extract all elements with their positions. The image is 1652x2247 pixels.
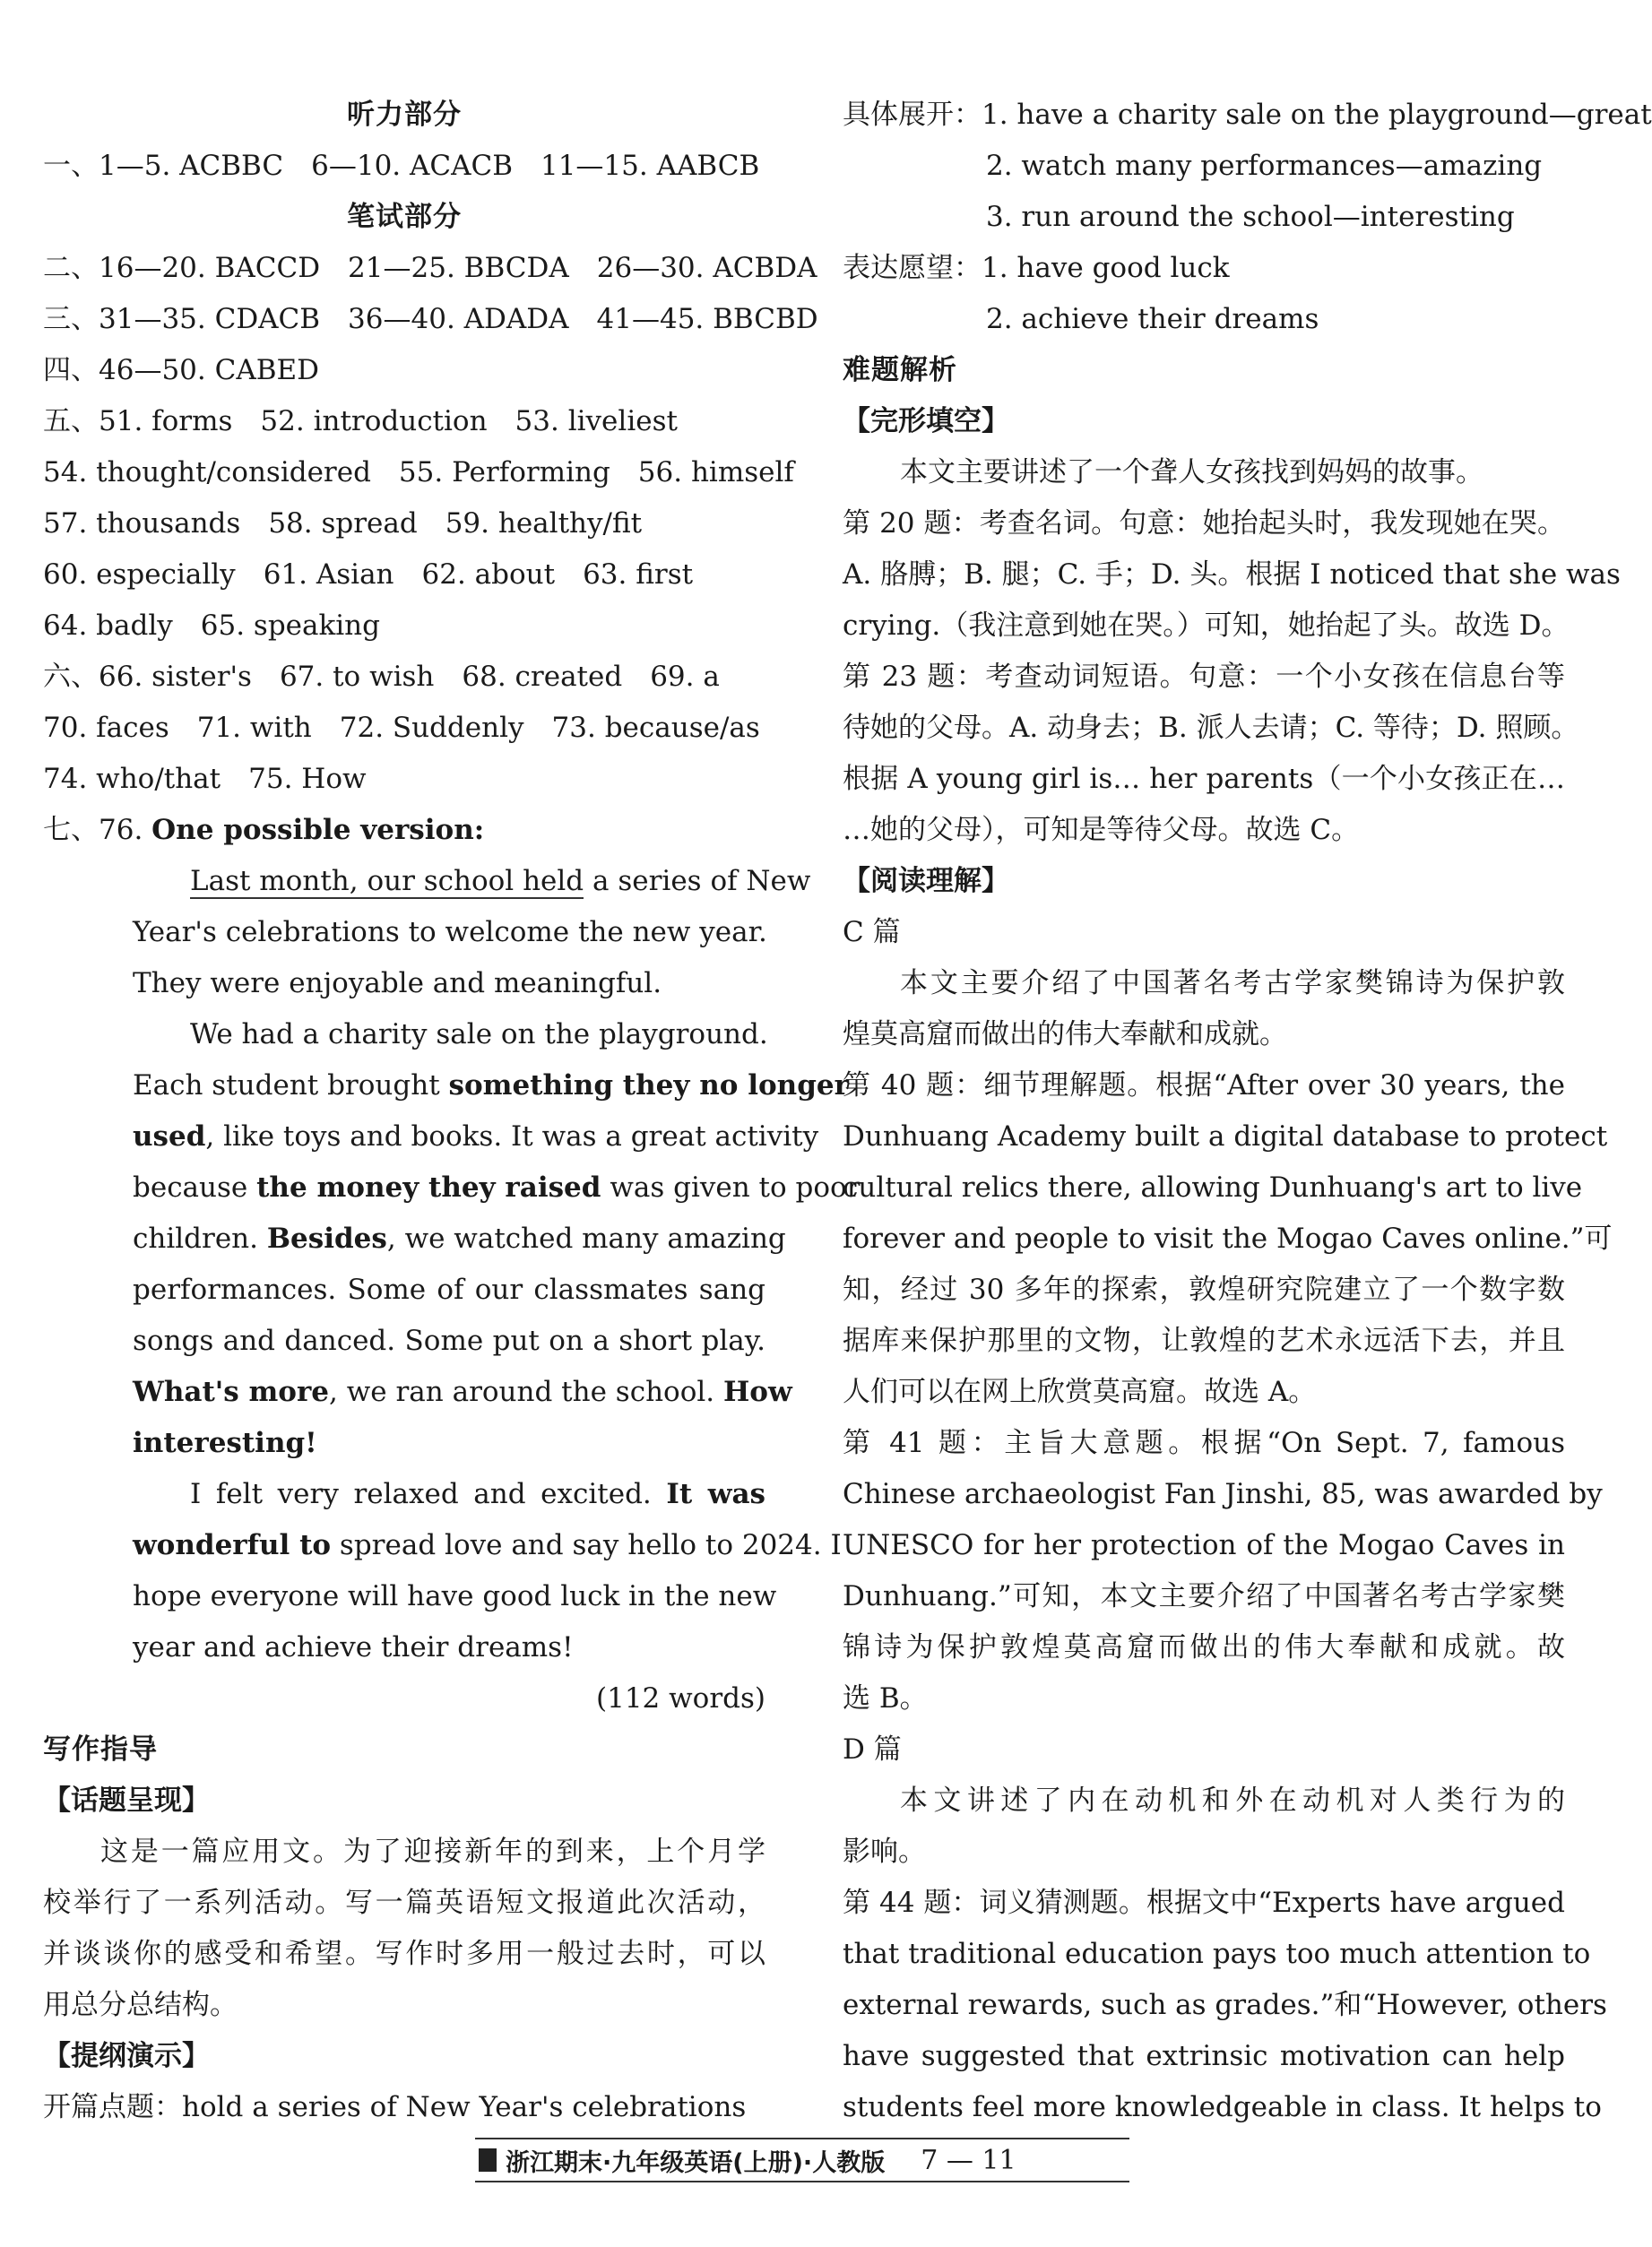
analysis-text: crying.（我注意到她在哭。）可知，她抬起了头。故选 D。: [843, 609, 1570, 642]
outline-line: [843, 243, 1565, 294]
essay-text: , like toys and books. It was a great activity: [205, 1120, 819, 1153]
analysis-text: cultural relics there, allowing Dunhuang's art to live: [843, 1171, 1583, 1204]
essay-line: [43, 1520, 842, 1571]
essay-highlight: Besides: [266, 1223, 387, 1255]
answer-line: 五、51. forms 52. introduction 53. liveliest: [43, 405, 678, 437]
answer-line: 三、31—35. CDACB 36—40. ADADA 41—45. BBCBD: [43, 303, 818, 335]
essay-line: year and achieve their dreams!: [133, 1631, 574, 1664]
analysis-text: 第 20 题：考查名词。句意：她抬起头时，我发现她在哭。: [843, 507, 1565, 540]
analysis-text: 第 44 题：词义猜测题。根据文中“Experts have argued: [843, 1887, 1565, 1919]
essay-highlight: How: [723, 1376, 792, 1408]
answer-line: 54. thought/considered 55. Performing 56. himself: [43, 456, 794, 488]
analysis-text: 锦诗为保护敦煌莫高窟而做出的伟大奉献和成就。故: [843, 1631, 1565, 1664]
analysis-title: 难题解析: [843, 354, 957, 386]
analysis-text: 人们可以在网上欣赏莫高窟。故选 A。: [843, 1376, 1317, 1408]
essay-line: They were enjoyable and meaningful.: [133, 967, 662, 999]
essay-line: [43, 1111, 819, 1162]
analysis-text: students feel more knowledgeable in class. It helps to: [843, 2091, 1602, 2123]
essay-text: , we watched many amazing: [386, 1223, 786, 1255]
analysis-text: Dunhuang Academy built a digital database to protect: [843, 1120, 1608, 1153]
essay-text: , we ran around the school.: [329, 1376, 723, 1408]
analysis-text: 本文主要介绍了中国著名考古学家樊锦诗为保护敦: [900, 967, 1565, 999]
analysis-text: that traditional education pays too much attention to: [843, 1938, 1591, 1970]
essay-highlight: What's more: [133, 1376, 330, 1408]
essay-line: [43, 1060, 849, 1111]
answer-line: 四、46—50. CABED: [43, 354, 319, 386]
essay-line: [43, 856, 811, 907]
analysis-text: forever and people to visit the Mogao Caves online.”可: [843, 1223, 1613, 1255]
outline-heading: 【提纲演示】: [43, 2040, 210, 2072]
outline-item: 1. have good luck: [982, 252, 1230, 284]
passage-label: D 篇: [843, 1733, 902, 1766]
analysis-text: A. 胳膊；B. 腿；C. 手；D. 头。根据 I noticed that she was: [843, 558, 1621, 591]
analysis-text: 选 B。: [843, 1682, 928, 1715]
writing-section-title: 笔试部分: [347, 201, 462, 233]
analysis-text: 本文主要讲述了一个聋人女孩找到妈妈的故事。: [900, 456, 1483, 488]
essay-highlight: wonderful to: [133, 1529, 332, 1561]
essay-text: was given to poor: [601, 1171, 861, 1204]
essay-text: because: [133, 1171, 257, 1204]
essay-highlight: the money they raised: [256, 1171, 601, 1204]
page-number: 7 — 11: [921, 2144, 1016, 2176]
topic-text: 校举行了一系列活动。写一篇英语短文报道此次活动，: [43, 1887, 765, 1919]
essay-underlined-phrase: Last month, our school held: [190, 865, 584, 897]
essay-highlight: something they no longer: [448, 1069, 849, 1102]
topic-text: 用总分总结构。: [43, 1989, 238, 2021]
right-column: [843, 90, 1652, 2133]
footer-square-icon: [479, 2148, 497, 2172]
analysis-text: 知，经过 30 多年的探索，敦煌研究院建立了一个数字数: [843, 1274, 1565, 1306]
analysis-text: 第 23 题：考查动词短语。句意：一个小女孩在信息台等: [843, 661, 1565, 693]
essay-line: [43, 1469, 765, 1520]
reading-heading: 【阅读理解】: [843, 865, 1009, 897]
essay-line: [43, 1214, 786, 1265]
analysis-text: Dunhuang.”可知，本文主要介绍了中国著名考古学家樊: [843, 1580, 1565, 1612]
essay-line: interesting!: [133, 1427, 317, 1459]
analysis-text: 第 40 题：细节理解题。根据“After over 30 years, the: [843, 1069, 1565, 1102]
essay-text: Each student brought: [133, 1069, 449, 1102]
essay-text: a series of New: [584, 865, 811, 897]
cloze-heading: 【完形填空】: [843, 405, 1009, 437]
essay-text: spread love and say hello to 2024. I: [331, 1529, 842, 1561]
essay-text: I felt very relaxed and excited.: [190, 1478, 667, 1510]
essay-line: hope everyone will have good luck in the new: [133, 1580, 777, 1612]
page-footer: [475, 2138, 1129, 2182]
analysis-text: external rewards, such as grades.”和“However, others: [843, 1989, 1607, 2021]
essay-line: We had a charity sale on the playground.: [190, 1018, 768, 1050]
passage-label: C 篇: [843, 916, 901, 948]
word-count: (112 words): [596, 1682, 765, 1715]
outline-label: 表达愿望：: [843, 252, 982, 284]
essay-line: Year's celebrations to welcome the new year.: [133, 916, 767, 948]
analysis-text: UNESCO for her protection of the Mogao Caves in: [843, 1529, 1565, 1561]
essay-line: [43, 1367, 792, 1418]
analysis-text: Chinese archaeologist Fan Jinshi, 85, was awarded by: [843, 1478, 1603, 1510]
essay-text: children.: [133, 1223, 267, 1255]
analysis-text: have suggested that extrinsic motivation can help: [843, 2040, 1565, 2072]
outline-item: 1. have a charity sale on the playground—great: [982, 99, 1652, 131]
answer-line: 64. badly 65. speaking: [43, 609, 380, 642]
footer-title: 浙江期末·九年级英语(上册)·人教版: [506, 2148, 886, 2177]
analysis-text: 第 41 题：主旨大意题。根据“On Sept. 7, famous: [843, 1427, 1565, 1459]
answer-line: 57. thousands 58. spread 59. healthy/fit: [43, 507, 643, 540]
outline-item: 3. run around the school—interesting: [986, 201, 1515, 233]
answer-line: 六、66. sister's 67. to wish 68. created 69. a: [43, 661, 720, 693]
essay-heading: [43, 805, 765, 856]
outline-item: 2. achieve their dreams: [986, 303, 1319, 335]
outline-line: [843, 90, 1652, 141]
analysis-text: 据库来保护那里的文物，让敦煌的艺术永远活下去，并且: [843, 1325, 1565, 1357]
essay-highlight: It was: [666, 1478, 765, 1510]
listening-section-title: 听力部分: [347, 99, 462, 131]
writing-guide-title: 写作指导: [43, 1733, 158, 1766]
essay-line: [43, 1162, 861, 1214]
essay-line: performances. Some of our classmates sang: [133, 1274, 765, 1306]
left-column: [43, 90, 861, 2133]
analysis-text: 影响。: [843, 1836, 926, 1868]
answer-line: 70. faces 71. with 72. Suddenly 73. because/as: [43, 712, 760, 744]
answer-line: 60. especially 61. Asian 62. about 63. first: [43, 558, 694, 591]
analysis-text: 根据 A young girl is… her parents（一个小女孩正在…: [843, 763, 1565, 795]
essay-line: songs and danced. Some put on a short play.: [133, 1325, 765, 1357]
analysis-text: …她的父母），可知是等待父母。故选 C。: [843, 814, 1360, 846]
essay-heading-label: One possible version:: [151, 814, 485, 846]
topic-text: 这是一篇应用文。为了迎接新年的到来，上个月学: [100, 1836, 765, 1868]
essay-heading-prefix: 七、76.: [43, 814, 152, 846]
answer-line: 一、1—5. ACBBC 6—10. ACACB 11—15. AABCB: [43, 150, 760, 182]
analysis-text: 煌莫高窟而做出的伟大奉献和成就。: [843, 1018, 1287, 1050]
outline-line: 开篇点题：hold a series of New Year's celebrations: [43, 2091, 747, 2123]
analysis-text: 本文讲述了内在动机和外在动机对人类行为的: [900, 1785, 1565, 1817]
answer-line: 74. who/that 75. How: [43, 763, 367, 795]
topic-heading: 【话题呈现】: [43, 1785, 210, 1817]
answer-line: 二、16—20. BACCD 21—25. BBCDA 26—30. ACBDA: [43, 252, 817, 284]
outline-label: 具体展开：: [843, 99, 982, 131]
outline-item: 2. watch many performances—amazing: [986, 150, 1543, 182]
analysis-text: 待她的父母。A. 动身去；B. 派人去请；C. 等待；D. 照顾。: [843, 712, 1579, 744]
topic-text: 并谈谈你的感受和希望。写作时多用一般过去时，可以: [43, 1938, 765, 1970]
essay-highlight: used: [133, 1120, 206, 1153]
